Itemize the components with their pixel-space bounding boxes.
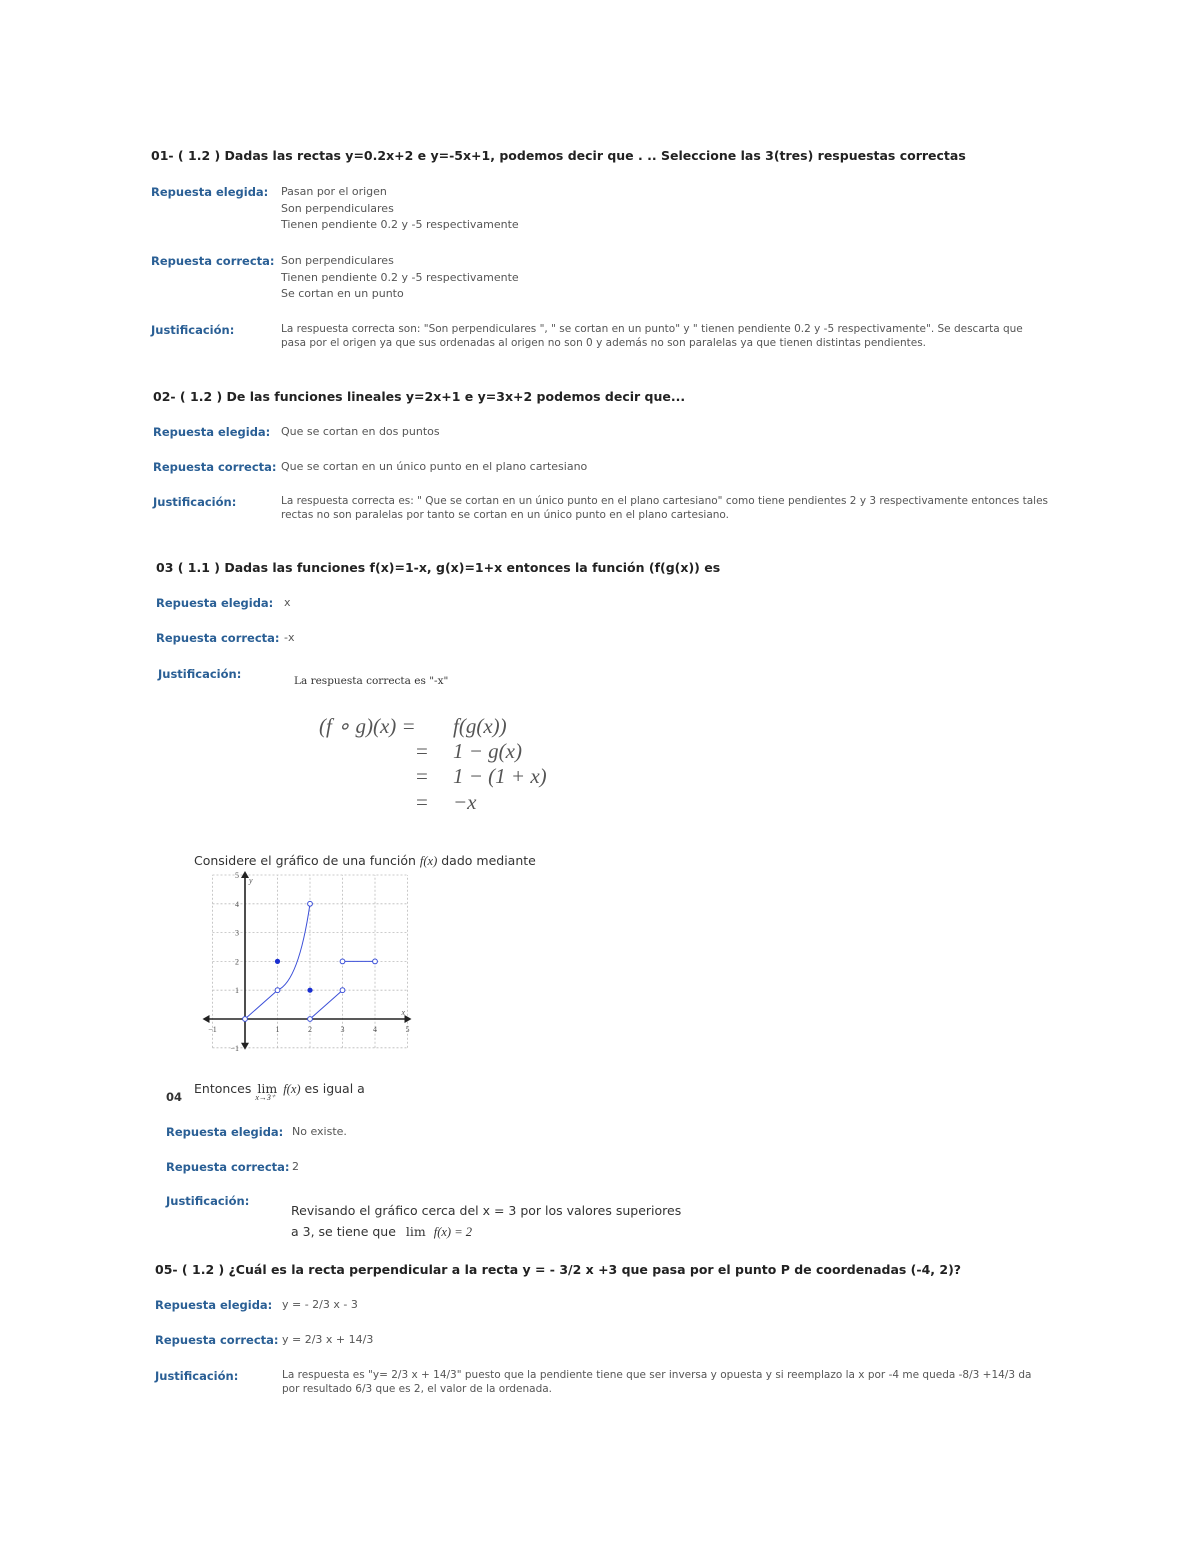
- chosen-label: Repuesta elegida:: [156, 596, 274, 610]
- equation-line: [453, 790, 477, 815]
- q3-correct: -x: [284, 631, 295, 644]
- q1-correct-list: [281, 253, 519, 303]
- open-point: [275, 988, 280, 993]
- q4-justification-expr: f(x) = 2: [433, 1225, 473, 1239]
- open-point: [340, 988, 345, 993]
- justification-label: Justificación:: [153, 495, 237, 509]
- y-tick-label: 1: [235, 986, 239, 996]
- justification-label: Justificación:: [155, 1369, 239, 1383]
- graph-segment: [245, 990, 278, 1019]
- limit-label: lim: [405, 1224, 426, 1239]
- q4-justification-prefix: a 3, se tiene que: [291, 1224, 396, 1239]
- q4-question: [194, 1081, 365, 1102]
- q4-intro: [194, 853, 536, 869]
- correct-label: Repuesta correcta:: [151, 254, 275, 268]
- equation-rhs-4: −x: [453, 790, 477, 814]
- question-2-title: 02- ( 1.2 ) De las funciones lineales y=2x+1 e y=3x+2 podemos decir que...: [153, 389, 686, 404]
- correct-label: Repuesta correcta:: [156, 631, 280, 645]
- equation-rhs-2: 1 − g(x): [453, 739, 522, 763]
- q2-correct: Que se cortan en un único punto en el plano cartesiano: [281, 460, 588, 473]
- q4-justification-line2: [291, 1224, 472, 1240]
- y-tick-label: 5: [235, 871, 239, 880]
- x-tick-label: 1: [275, 1025, 280, 1034]
- filled-point: [307, 988, 312, 993]
- justification-label: Justificación:: [166, 1194, 250, 1208]
- list-item: Pasan por el origen: [281, 185, 387, 198]
- list-item: Son perpendiculares: [281, 254, 394, 267]
- q4-intro-fx: f(x): [419, 854, 438, 868]
- open-point: [340, 959, 345, 964]
- equals-sign: =: [416, 764, 428, 788]
- y-axis-arrow-down: [241, 1043, 249, 1050]
- equation-lhs-text: (f ∘ g)(x) =: [319, 714, 416, 738]
- q1-justification: La respuesta correcta son: "Son perpendiculares ", " se cortan en un punto" y " tienen pendiente 0.2 y -5 respectivamente". Se descarta que pasa por el origen ya que sus ordenadas al origen no son 0 y además no son paralelas ya que tienen distintas pendientes.: [281, 323, 1023, 349]
- open-point: [308, 1017, 313, 1022]
- y-axis-label: y: [249, 876, 253, 885]
- equation-line: [453, 764, 547, 789]
- y-tick-label: 2: [235, 957, 239, 967]
- function-graph: [190, 870, 420, 1060]
- list-item: Tienen pendiente 0.2 y -5 respectivamente: [281, 218, 519, 231]
- correct-label: Repuesta correcta:: [153, 460, 277, 474]
- equals-sign: =: [416, 739, 428, 763]
- list-item: Son perpendiculares: [281, 201, 394, 215]
- open-point: [243, 1017, 248, 1022]
- graph-segment: [278, 904, 311, 990]
- x-tick-label: 2: [308, 1025, 312, 1034]
- q5-chosen: y = - 2/3 x - 3: [282, 1298, 358, 1311]
- limit-operator: [255, 1081, 278, 1102]
- chosen-label: Repuesta elegida:: [153, 425, 271, 439]
- question-5-title: 05- ( 1.2 ) ¿Cuál es la recta perpendicular a la recta y = - 3/2 x +3 que pasa por el punto P de coordenadas (-4, 2)?: [155, 1262, 962, 1277]
- q4-intro-prefix: Considere el gráfico de una función: [194, 853, 416, 868]
- x-axis-arrow-left: [203, 1015, 210, 1023]
- equals-sign: =: [416, 790, 428, 814]
- x-tick-label: −1: [208, 1025, 217, 1034]
- q4-question-fx: f(x): [283, 1082, 301, 1096]
- y-tick-label: −1: [230, 1043, 239, 1053]
- q2-justification: La respuesta correcta es: " Que se cortan en un único punto en el plano cartesiano" como tiene pendientes 2 y 3 respectivamente entonces tales rectas no son paralelas por tanto se cortan en un único punto en el plano cartesiano.: [281, 495, 1049, 521]
- equation-rhs-3: 1 − (1 + x): [453, 764, 547, 788]
- limit-label: lim: [257, 1081, 278, 1096]
- question-4-number: 04: [166, 1090, 183, 1104]
- q4-justification-line1: Revisando el gráfico cerca del x = 3 por los valores superiores: [291, 1203, 682, 1218]
- open-point: [373, 959, 378, 964]
- question-1-title: 01- ( 1.2 ) Dadas las rectas y=0.2x+2 e y=-5x+1, podemos decir que . .. Seleccione las 3(tres) respuestas correctas: [151, 148, 966, 163]
- chosen-label: Repuesta elegida:: [166, 1125, 284, 1139]
- q4-question-suffix: es igual a: [304, 1081, 365, 1096]
- x-axis-arrow-right: [405, 1015, 412, 1023]
- q4-correct: 2: [292, 1160, 299, 1173]
- list-item: Tienen pendiente 0.2 y -5 respectivamente: [281, 270, 519, 284]
- chosen-label: Repuesta elegida:: [155, 1298, 273, 1312]
- x-tick-label: 3: [340, 1025, 345, 1034]
- filled-point: [275, 959, 280, 964]
- q3-chosen: x: [284, 596, 291, 609]
- x-tick-label: 4: [373, 1025, 377, 1034]
- q4-chosen: No existe.: [292, 1125, 347, 1138]
- q1-chosen-list: [281, 184, 519, 234]
- x-axis-label: x: [401, 1008, 406, 1017]
- equation-lhs: [319, 714, 416, 739]
- list-item: Se cortan en un punto: [281, 287, 404, 300]
- limit-subscript: x→3⁺: [255, 1093, 276, 1102]
- justification-label: Justificación:: [151, 323, 235, 337]
- equation-line: [453, 714, 507, 739]
- y-tick-label: 4: [235, 899, 239, 909]
- q4-question-prefix: Entonces: [194, 1081, 252, 1096]
- q2-chosen: Que se cortan en dos puntos: [281, 425, 440, 438]
- q4-intro-suffix: dado mediante: [441, 853, 536, 868]
- q5-correct: y = 2/3 x + 14/3: [282, 1333, 374, 1346]
- equation-line: [453, 739, 522, 764]
- q5-justification: La respuesta es "y= 2/3 x + 14/3" puesto que la pendiente tiene que ser inversa y opuesta y si reemplazo la x por -4 me queda -8/3 +14/3 da por resultado 6/3 que es 2, el valor de la ordenada.: [282, 1369, 1032, 1395]
- question-3-title: 03 ( 1.1 ) Dadas las funciones f(x)=1-x, g(x)=1+x entonces la función (f(g(x)) es: [156, 560, 721, 575]
- graph-segment: [310, 990, 343, 1019]
- x-tick-label: 5: [405, 1025, 410, 1034]
- q3-justification: La respuesta correcta es "-x": [294, 675, 449, 687]
- y-tick-label: 3: [235, 928, 239, 938]
- equation-rhs-1: f(g(x)): [453, 714, 507, 738]
- correct-label: Repuesta correcta:: [155, 1333, 279, 1347]
- justification-label: Justificación:: [158, 667, 242, 681]
- open-point: [308, 901, 313, 906]
- chosen-label: Repuesta elegida:: [151, 185, 269, 199]
- correct-label: Repuesta correcta:: [166, 1160, 290, 1174]
- y-axis-arrow-up: [241, 871, 249, 878]
